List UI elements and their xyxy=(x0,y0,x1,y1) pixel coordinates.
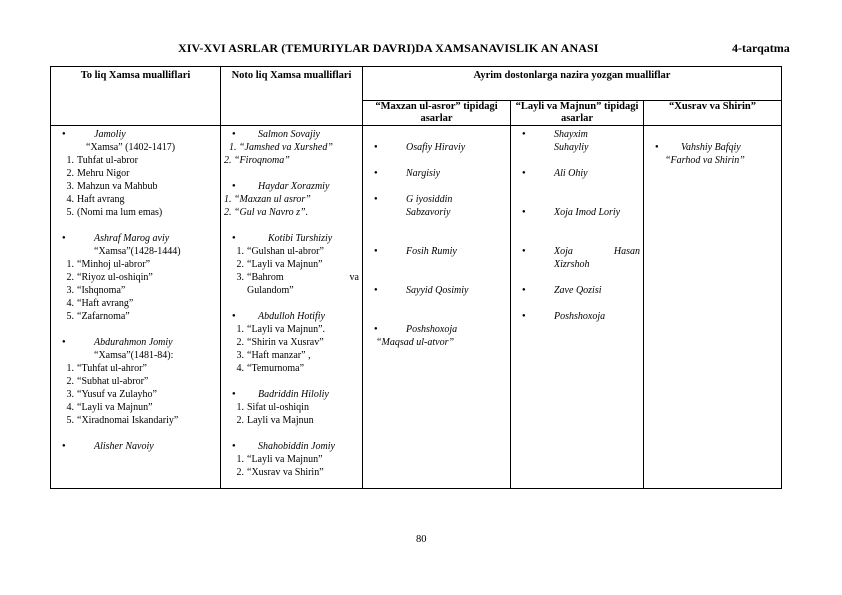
work-item: “Xusrav va Shirin” xyxy=(247,467,324,478)
work-item: 2. “Gul va Navro z”. xyxy=(224,207,309,218)
work-item: “Bahrom xyxy=(247,272,284,283)
work-item: “Minhoj ul-abror” xyxy=(77,259,151,270)
author-ashraf: ● Ashraf Marog aviy xyxy=(54,232,217,245)
author-zave: ● Zave Qozisi xyxy=(514,284,640,297)
work-item: “Layli va Majnun” xyxy=(247,454,323,465)
author-osafiy: ● Osafiy Hiraviy xyxy=(366,141,507,154)
work-item: “Riyoz ul-oshiqin” xyxy=(77,272,153,283)
author-loriy: ● Xoja Imod Loriy xyxy=(514,206,640,219)
col-layli xyxy=(511,126,644,489)
header-xusrav: “Xusrav va Shirin” xyxy=(644,101,782,126)
work-item: Mehru Nigor xyxy=(77,168,130,179)
author-sub: “Xamsa”(1481-84): xyxy=(94,350,174,361)
work-item: “Shirin va Xusrav” xyxy=(247,337,324,348)
header-partial-xamsa: Noto liq Xamsa mualliflari xyxy=(221,67,363,126)
work-item: “Layli va Majnun” xyxy=(247,259,323,270)
author-hotifiy: ● Abdulloh Hotifiy xyxy=(224,310,359,323)
work-item: Mahzun va Mahbub xyxy=(77,181,158,192)
col-full-xamsa: ● Jamoliy “Xamsa” (1402-1417) 1. Tuhfat ul-abror 2. Mehru Nigor 3. Mahzun va Mahbub 4. Haft avrang 5. (Nomi ma lum emas) ● Ashraf Marog aviy “Xamsa”(1428-1444) 1. “Minhoj ul-abror” 2. “Riyoz ul-oshiqin” 3. “Ishqnoma” 4. “Haft avrang” 5. “Zafarnoma” ● Abdurahmon Jomiy “Xamsa”(1481-84): 1. “Tuhfat ul-ahror” 2. “Subhat ul-abror” 3. “Yusuf va Zulayho” 4. “Layli va Majnun” 5. “Xiradnomai Iskandariy” ● Alisher Navoiy xyxy=(51,126,221,489)
author-xizrshoh: Xizrshoh xyxy=(554,259,590,270)
work-item: “Xiradnomai Iskandariy” xyxy=(77,415,179,426)
work-item: “Gulshan ul-abror” xyxy=(247,246,324,257)
author-sub: “Xamsa”(1428-1444) xyxy=(94,246,181,257)
author-sub: “Xamsa” (1402-1417) xyxy=(86,142,176,153)
document-title: XIV-XVI ASRLAR (TEMURIYLAR DAVRI)DA XAMSANAVISLIK AN ANASI xyxy=(178,41,599,55)
author-turshiziy: ● Kotibi Turshiziy xyxy=(224,232,359,245)
col-partial-xamsa: ● Salmon Sovajiy 1. “Jamshed va Xurshed” 2. “Firoqnoma” ● Haydar Xorazmiy 1. “Maxzan ul asror” 2. “Gul va Navro z”. ● Kotibi Turshiziy 1. “Gulshan ul-abror” 2. “Layli va Majnun” 3. “Bahrom va Gulandom” ● Abdulloh Hotifiy 1. “Layli va Majnun”. 2. “Shirin va Xusrav” 3. “Haft manzar” , 4. “Temurnoma” ● Badriddin Hiloliy 1. Sifat ul-oshiqin 2. Layli va Majnun ● Shahobiddin Jomiy 1. “Layli va Majnun” 2. “Xusrav va Shirin” xyxy=(221,126,363,489)
work-item: 1. “Maxzan ul asror” xyxy=(224,194,311,205)
author-hiloliy: ● Badriddin Hiloliy xyxy=(224,388,359,401)
work-item-cont: Gulandom” xyxy=(247,285,294,296)
work-item: “Temurnoma” xyxy=(247,363,305,374)
work-item: “Yusuf va Zulayho” xyxy=(77,389,157,400)
work-item: 2. “Firoqnoma” xyxy=(224,155,290,166)
header-layli: “Layli va Majnun” tipidagi asarlar xyxy=(511,101,644,126)
work-item: Tuhfat ul-abror xyxy=(77,155,139,166)
header-maxzan: “Maxzan ul-asror” tipidagi asarlar xyxy=(363,101,511,126)
work-item: “Haft avrang” xyxy=(77,298,134,309)
work-item: “Layli va Majnun”. xyxy=(247,324,326,335)
work-item: 1. “Jamshed va Xurshed” xyxy=(229,142,333,153)
work-item-cont: va xyxy=(349,272,359,283)
author-suhayliy: ● Shayxim Suhayliy xyxy=(514,128,640,154)
author-hasan: Hasan xyxy=(613,246,640,257)
authors-table xyxy=(50,66,782,489)
work-item: “Ishqnoma” xyxy=(77,285,126,296)
author-fosih: ● Fosih Rumiy xyxy=(366,245,507,258)
author-ohiy: ● Ali Ohiy xyxy=(514,167,640,180)
author-sabzavoriy: ● G iyosiddin Sabzavoriy xyxy=(366,193,507,219)
work-item: Sifat ul-oshiqin xyxy=(247,402,309,413)
author-poshshoxoja-2: ● Poshshoxoja xyxy=(514,310,640,323)
author-navoiy: ● Alisher Navoiy xyxy=(54,440,217,453)
author-jomiy: ● Abdurahmon Jomiy xyxy=(54,336,217,349)
page-number: 80 xyxy=(416,534,427,545)
col-maxzan xyxy=(363,126,511,489)
work-item: “Haft manzar” , xyxy=(247,350,311,361)
work-item: “Tuhfat ul-ahror” xyxy=(77,363,147,374)
work-item: “Subhat ul-abror” xyxy=(77,376,149,387)
author-xorazmiy: ● Haydar Xorazmiy xyxy=(224,180,359,193)
work-item: Layli va Majnun xyxy=(247,415,314,426)
author-bafqiy: ● Vahshiy Bafqiy xyxy=(647,141,778,154)
work-item: “Farhod va Shirin” xyxy=(665,155,745,166)
header-full-xamsa: To liq Xamsa mualliflari xyxy=(51,67,221,126)
author-sovajiy: ● Salmon Sovajiy xyxy=(224,128,359,141)
author-poshshoxoja: ● Poshshoxoja xyxy=(366,323,507,336)
col-xusrav xyxy=(644,126,782,489)
work-item: “Layli va Majnun” xyxy=(77,402,153,413)
author-jamoliy: ● Jamoliy xyxy=(54,128,217,141)
author-qosimiy: ● Sayyid Qosimiy xyxy=(366,284,507,297)
work-item: Haft avrang xyxy=(77,194,125,205)
author-nargisiy: ● Nargisiy xyxy=(366,167,507,180)
work-item: (Nomi ma lum emas) xyxy=(77,207,163,218)
header-nazira-group: Ayrim dostonlarga nazira yozgan mualliflar xyxy=(363,67,782,101)
work-item: “Maqsad ul-atvor” xyxy=(376,337,455,348)
handout-label: 4-tarqatma xyxy=(732,41,790,55)
author-xoja: ● Xoja xyxy=(554,246,573,257)
author-shahobiddin: ● Shahobiddin Jomiy xyxy=(224,440,359,453)
work-item: “Zafarnoma” xyxy=(77,311,130,322)
